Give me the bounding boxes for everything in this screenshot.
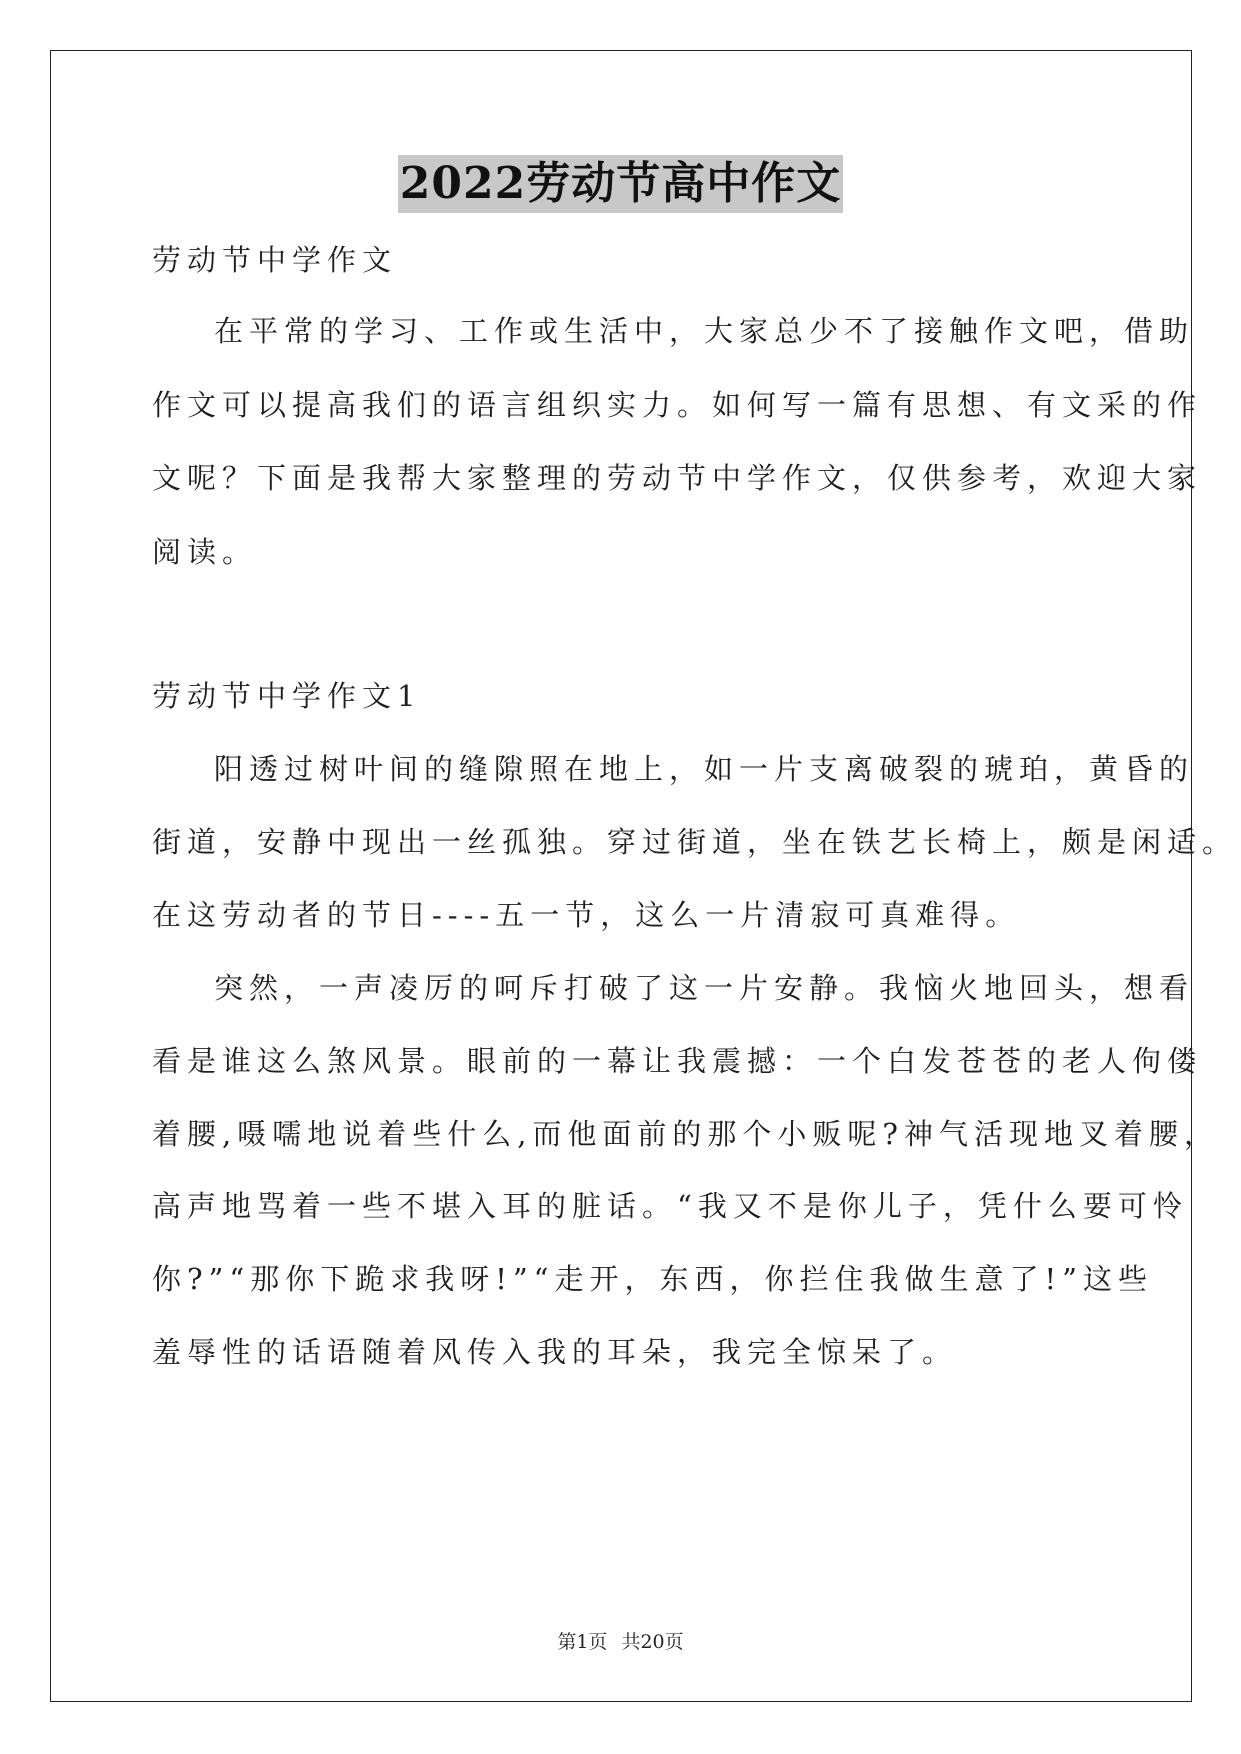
page-border bbox=[50, 50, 1195, 1702]
title-container bbox=[0, 155, 1241, 213]
page-total: 共20页 bbox=[621, 1631, 684, 1653]
paragraph-line: 突然，一声凌厉的呵斥打破了这一片安静。我恼火地回头，想看 bbox=[214, 971, 1195, 1005]
page-footer bbox=[0, 1627, 1241, 1654]
paragraph-line: 阳透过树叶间的缝隙照在地上，如一片支离破裂的琥珀，黄昏的 bbox=[214, 752, 1195, 786]
paragraph-line: 文呢？下面是我帮大家整理的劳动节中学作文，仅供参考，欢迎大家 bbox=[152, 461, 1203, 495]
paragraph-line: 羞辱性的话语随着风传入我的耳朵，我完全惊呆了。 bbox=[152, 1335, 958, 1369]
page-number: 第1页 bbox=[557, 1631, 608, 1653]
paragraph-line: 阅读。 bbox=[152, 535, 258, 569]
paragraph-line: 作文可以提高我们的语言组织实力。如何写一篇有思想、有文采的作 bbox=[152, 388, 1203, 422]
document-title: 2022劳动节高中作文 bbox=[398, 155, 843, 213]
paragraph-line: 在这劳动者的节日----五一节，这么一片清寂可真难得。 bbox=[152, 898, 1021, 932]
paragraph-line: 在平常的学习、工作或生活中，大家总少不了接触作文吧，借助 bbox=[214, 314, 1195, 348]
section-heading: 劳动节中学作文1 bbox=[152, 679, 422, 713]
paragraph-line: 高声地骂着一些不堪入耳的脏话。“我又不是你儿子，凭什么要可怜 bbox=[152, 1189, 1188, 1223]
paragraph-line: 看是谁这么煞风景。眼前的一幕让我震撼：一个白发苍苍的老人佝偻 bbox=[152, 1044, 1203, 1078]
paragraph-line: 你?”“那你下跪求我呀!”“走开，东西，你拦住我做生意了!”这些 bbox=[152, 1262, 1153, 1296]
paragraph-line: 着腰,嗫嚅地说着些什么,而他面前的那个小贩呢?神气活现地叉着腰， bbox=[152, 1117, 1219, 1151]
section-heading: 劳动节中学作文 bbox=[152, 243, 398, 277]
paragraph-line: 街道，安静中现出一丝孤独。穿过街道，坐在铁艺长椅上，颇是闲适。 bbox=[152, 825, 1238, 859]
